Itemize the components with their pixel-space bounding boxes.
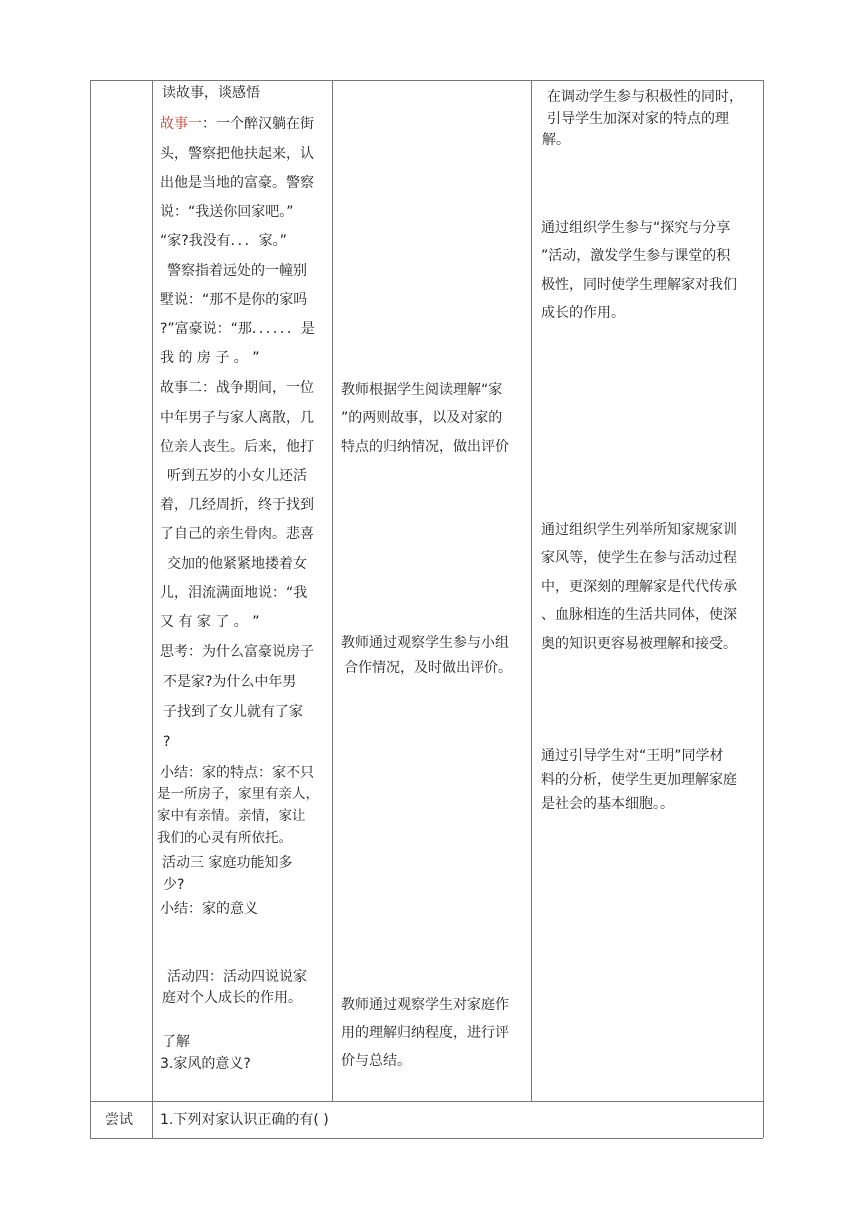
text-line: 子找到了女儿就有了家	[163, 704, 303, 720]
text-line: 成长的作用。	[541, 305, 625, 321]
text-line: 通过组织学生列举所知家规家训	[541, 522, 737, 538]
text-line: 解。	[542, 132, 570, 148]
row-divider	[90, 1101, 763, 1102]
text-line: 说：“我送你回家吧。”	[160, 204, 294, 220]
text-line: 交加的他紧紧地搂着女	[167, 556, 307, 572]
text-line: 家风等，使学生在参与活动过程	[541, 550, 737, 566]
text-line: 小结：家的意义	[160, 901, 258, 917]
text-line: 我 的 房 子 。 ”	[160, 350, 260, 366]
text-line: 通过组织学生参与“探究与分享	[541, 220, 731, 236]
text-line: 教师通过观察学生对家庭作	[341, 997, 509, 1013]
text-line: 特点的归纳情况，做出评价	[341, 439, 509, 455]
text-line: 通过引导学生对“王明”同学材	[541, 748, 724, 764]
story1-label: 故事一	[160, 116, 202, 132]
text-line: ”活动，激发学生参与课堂的积	[541, 248, 731, 264]
text-line: 合作情况，及时做出评价。	[344, 660, 512, 676]
text-line: 警察指着远处的一幢别	[167, 263, 307, 279]
text-line: 中，更深刻的理解家是代代传承	[541, 579, 737, 595]
text-line: 墅说：“那不是你的家吗	[160, 292, 308, 308]
text-line: 儿，泪流满面地说：“我	[160, 585, 308, 601]
text-line: 中年男子与家人离散，几	[160, 410, 314, 426]
text-line: 了自己的亲生骨肉。悲喜	[160, 526, 314, 542]
text-line: ?	[163, 734, 171, 750]
text-line: 我们的心灵有所依托。	[157, 830, 292, 846]
table-top-border	[90, 80, 763, 81]
text-line: 奥的知识更容易被理解和接受。	[541, 636, 737, 652]
text-line: 家中有亲情。亲情，家让	[157, 808, 306, 824]
text-line: 极性，同时使学生理解家对我们	[541, 277, 737, 293]
text-line: 小结：家的特点：家不只	[160, 765, 314, 781]
text-line: 着，几经周折，终于找到	[160, 497, 314, 513]
text-line: 读故事，谈感悟	[162, 85, 260, 101]
text-line: 思考：为什么富豪说房子	[160, 644, 314, 660]
text-line: 3.家风的意义?	[160, 1056, 251, 1072]
exercise-question: 1.下列对家认识正确的有( )	[160, 1112, 329, 1128]
text-line: 教师通过观察学生参与小组	[341, 635, 509, 651]
text-line: 听到五岁的小女儿还活	[167, 468, 307, 484]
text-line: ?”富豪说：“那．．．．．．是	[160, 321, 315, 337]
text-line: 料的分析，使学生更加理解家庭	[541, 772, 737, 788]
table-right-border	[763, 80, 764, 1138]
text-line: 是社会的基本细胞。。	[541, 796, 674, 812]
text-line: 活动三 家庭功能知多	[162, 855, 293, 871]
text-line: 不是家?为什么中年男	[163, 674, 297, 690]
text-line: 庭对个人成长的作用。	[162, 990, 302, 1006]
table-left-border	[90, 80, 91, 1138]
text-line: 了解	[162, 1034, 190, 1050]
text-line: 是一所房子，家里有亲人，	[157, 786, 319, 802]
text-line: 位亲人丧生。后来，他打	[160, 439, 314, 455]
col-divider-2	[332, 80, 333, 1101]
text-line: 又 有 家 了 。 ”	[160, 614, 260, 630]
text-line: 、血脉相连的生活共同体，使深	[541, 607, 737, 623]
text-line: 少?	[163, 877, 185, 893]
col-divider-3	[531, 80, 532, 1101]
text-line: 引导学生加深对家的特点的理	[547, 111, 729, 127]
row-label-try: 尝试	[105, 1112, 133, 1128]
text-line: 价与总结。	[341, 1053, 411, 1069]
table-bottom-border	[90, 1138, 763, 1139]
text-line: 活动四：活动四说说家	[167, 969, 307, 985]
col-divider-1	[152, 80, 153, 1138]
text-line: 故事二：战争期间，一位	[160, 380, 314, 396]
text-line: ”的两则故事，以及对家的	[341, 410, 503, 426]
text-line: “家?我没有．．．家。”	[160, 233, 287, 249]
text-line: 在调动学生参与积极性的同时，	[547, 89, 743, 105]
text-line: 出他是当地的富豪。警察	[160, 175, 314, 191]
text-line: 教师根据学生阅读理解“家	[341, 382, 503, 398]
text-line: 头，警察把他扶起来，认	[160, 146, 314, 162]
text-line: 故事一：一个醉汉躺在街	[160, 116, 314, 132]
text-line: 用的理解归纳程度，进行评	[341, 1025, 509, 1041]
